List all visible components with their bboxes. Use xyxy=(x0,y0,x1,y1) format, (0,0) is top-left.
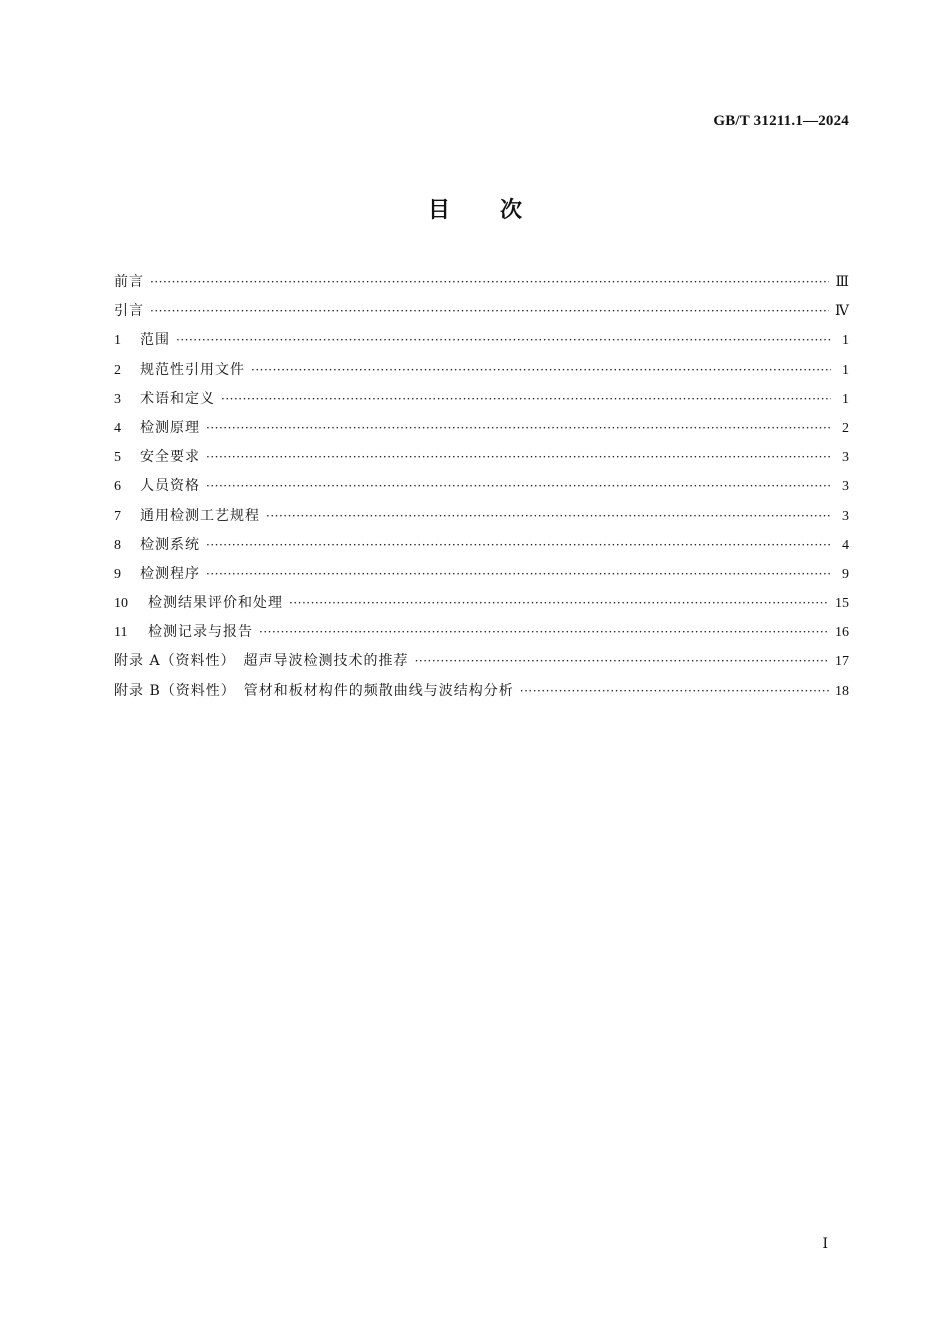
toc-entry-number: 5 xyxy=(114,450,121,466)
toc-entry-number: 8 xyxy=(114,537,121,553)
toc-entry-text: 范围 xyxy=(140,332,170,349)
toc-leader xyxy=(289,596,829,610)
toc-entry-page: 3 xyxy=(842,450,849,466)
toc-leader xyxy=(259,625,829,639)
toc-entry-page: 17 xyxy=(835,654,849,670)
toc-entry-text: 前言 xyxy=(114,274,144,290)
toc-entry-text: 检测原理 xyxy=(140,419,200,436)
toc-entry-introduction[interactable] xyxy=(114,300,849,329)
toc-entry-number: 6 xyxy=(114,479,121,495)
toc-entry-page: 3 xyxy=(842,508,849,524)
toc-entry-text: 引言 xyxy=(114,303,144,320)
toc-entry-page: Ⅳ xyxy=(835,304,849,320)
toc-entry-page: 3 xyxy=(842,479,849,495)
toc-entry-number: 3 xyxy=(114,391,121,407)
toc-entry-5[interactable] xyxy=(114,446,849,475)
toc-entry-number: 10 xyxy=(114,596,128,612)
toc-entry-1[interactable] xyxy=(114,329,849,358)
toc-entry-page: 4 xyxy=(842,537,849,553)
toc-entry-foreword[interactable] xyxy=(114,271,849,300)
toc-entry-page: 1 xyxy=(842,362,849,378)
toc-entry-text: 检测记录与报告 xyxy=(148,624,253,641)
toc-entry-text: 术语和定义 xyxy=(140,390,215,407)
toc-entry-text: 安全要求 xyxy=(140,449,200,466)
toc-entry-page: 9 xyxy=(842,566,849,582)
toc-entry-annex-b[interactable] xyxy=(114,680,849,709)
toc-entry-text: 检测程序 xyxy=(140,565,200,582)
toc-entry-9[interactable] xyxy=(114,563,849,592)
toc-entry-page: 2 xyxy=(842,420,849,436)
toc-entry-page: 18 xyxy=(835,683,849,699)
toc-entry-number: 11 xyxy=(114,625,128,641)
toc-entry-number: 2 xyxy=(114,362,121,378)
toc-leader xyxy=(206,567,831,581)
toc-leader xyxy=(206,450,831,464)
toc-leader xyxy=(176,333,831,347)
page-number: Ⅰ xyxy=(822,1237,828,1252)
standard-code: GB/T 31211.1—2024 xyxy=(713,113,849,129)
toc-leader xyxy=(221,392,831,406)
page-title: 目次 xyxy=(427,198,572,223)
toc-leader xyxy=(520,684,829,698)
table-of-contents xyxy=(114,271,849,709)
toc-entry-text: 检测系统 xyxy=(140,536,200,553)
toc-leader xyxy=(206,421,831,435)
toc-entry-annex-a[interactable] xyxy=(114,650,849,679)
toc-entry-6[interactable] xyxy=(114,475,849,504)
toc-leader xyxy=(415,654,829,668)
toc-entry-4[interactable] xyxy=(114,417,849,446)
toc-entry-page: 1 xyxy=(842,333,849,349)
toc-entry-7[interactable] xyxy=(114,505,849,534)
toc-leader xyxy=(266,509,831,523)
toc-entry-number: 9 xyxy=(114,566,121,582)
toc-entry-text: 附录 B（资料性） 管材和板材构件的频散曲线与波结构分析 xyxy=(114,682,514,699)
toc-entry-number: 4 xyxy=(114,420,121,436)
toc-entry-text: 检测结果评价和处理 xyxy=(148,595,283,612)
toc-leader xyxy=(206,479,831,493)
toc-entry-8[interactable] xyxy=(114,534,849,563)
toc-entry-number: 1 xyxy=(114,333,121,349)
toc-entry-10[interactable] xyxy=(114,592,849,621)
toc-entry-text: 人员资格 xyxy=(140,478,200,495)
toc-leader xyxy=(150,304,829,318)
toc-entry-2[interactable] xyxy=(114,359,849,388)
toc-entry-text: 附录 A（资料性） 超声导波检测技术的推荐 xyxy=(114,653,409,670)
toc-entry-page: Ⅲ xyxy=(835,275,849,290)
toc-leader xyxy=(206,538,831,552)
toc-entry-page: 15 xyxy=(835,596,849,612)
toc-entry-number: 7 xyxy=(114,508,121,524)
toc-leader xyxy=(251,363,831,377)
toc-leader xyxy=(150,275,829,289)
toc-entry-11[interactable] xyxy=(114,621,849,650)
toc-entry-text: 通用检测工艺规程 xyxy=(140,507,260,524)
toc-entry-page: 1 xyxy=(842,391,849,407)
toc-entry-page: 16 xyxy=(835,625,849,641)
toc-entry-3[interactable] xyxy=(114,388,849,417)
toc-entry-text: 规范性引用文件 xyxy=(140,361,245,378)
